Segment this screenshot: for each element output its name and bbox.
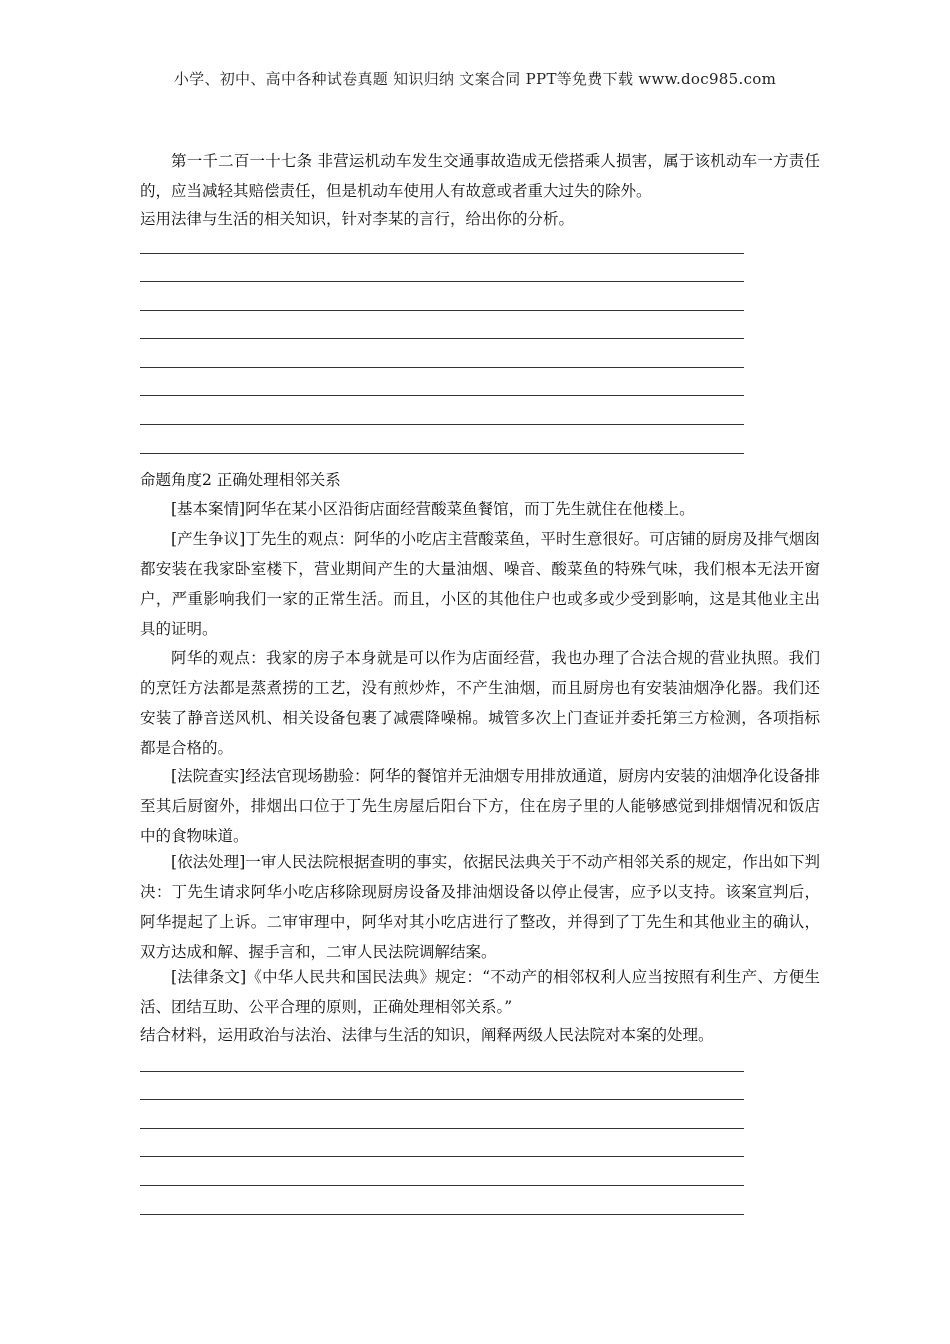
answer-line[interactable]	[140, 338, 744, 339]
answer-line[interactable]	[140, 367, 744, 368]
question-2-prompt: 结合材料，运用政治与法治、法律与生活的知识，阐释两级人民法院对本案的处理。	[140, 1026, 714, 1044]
question-2-title: 命题角度2 正确处理相邻关系	[140, 471, 341, 489]
answer-line[interactable]	[140, 453, 744, 454]
answer-line[interactable]	[140, 281, 744, 282]
court-ruling: [依法处理]一审人民法院根据查明的事实，依据民法典关于不动产相邻关系的规定，作出如下判决：丁先生请求阿华小吃店移除现厨房设备及排油烟设备以停止侵害，应予以支持。该案宣判后，阿华提起了上诉。二审审理中，阿华对其小吃店进行了整改，并得到了丁先生和其他业主的确认，双方达成和解、握手言和，二审人民法院调解结案。	[140, 853, 820, 961]
answer-line[interactable]	[140, 1071, 744, 1072]
case-dispute: [产生争议]丁先生的观点：阿华的小吃店主营酸菜鱼，平时生意很好。可店铺的厨房及排气烟囱都安装在我家卧室楼下，营业期间产生的大量油烟、噪音、酸菜鱼的特殊气味，我们根本无法开窗户，严重影响我们一家的正常生活。而且，小区的其他住户也或多或少受到影响，这是其他业主出具的证明。	[140, 530, 820, 638]
answer-line[interactable]	[140, 424, 744, 425]
answer-line[interactable]	[140, 253, 744, 254]
page-header: 小学、初中、高中各种试卷真题 知识归纳 文案合同 PPT等免费下载 www.doc985.com	[173, 70, 777, 88]
answer-line[interactable]	[140, 1156, 744, 1157]
answer-line[interactable]	[140, 1099, 744, 1100]
law-provision: [法律条文]《中华人民共和国民法典》规定：“不动产的相邻权利人应当按照有利生产、方便生活、团结互助、公平合理的原则，正确处理相邻关系。”	[140, 968, 820, 1016]
ahua-viewpoint: 阿华的观点：我家的房子本身就是可以作为店面经营，我也办理了合法合规的营业执照。我们的烹饪方法都是蒸煮捞的工艺，没有煎炒炸，不产生油烟，而且厨房也有安装油烟净化器。我们还安装了静音送风机、相关设备包裹了减震降噪棉。城管多次上门查证并委托第三方检测，各项指标都是合格的。	[140, 649, 820, 757]
court-finding: [法院查实]经法官现场勘验：阿华的餐馆并无油烟专用排放通道，厨房内安装的油烟净化设备排至其后厨窗外，排烟出口位于丁先生房屋后阳台下方，住在房子里的人能够感觉到排烟情况和饭店中的食物味道。	[140, 767, 820, 845]
answer-line[interactable]	[140, 1128, 744, 1129]
question-1-prompt: 运用法律与生活的相关知识，针对李某的言行，给出你的分析。	[140, 210, 575, 228]
law-article-1217: 第一千二百一十七条 非营运机动车发生交通事故造成无偿搭乘人损害，属于该机动车一方责任的，应当减轻其赔偿责任，但是机动车使用人有故意或者重大过失的除外。	[140, 152, 820, 200]
answer-line[interactable]	[140, 1185, 744, 1186]
answer-line[interactable]	[140, 310, 744, 311]
answer-line[interactable]	[140, 1214, 744, 1215]
case-basic-facts: [基本案情]阿华在某小区沿街店面经营酸菜鱼餐馆，而丁先生就住在他楼上。	[171, 500, 695, 518]
answer-line[interactable]	[140, 395, 744, 396]
